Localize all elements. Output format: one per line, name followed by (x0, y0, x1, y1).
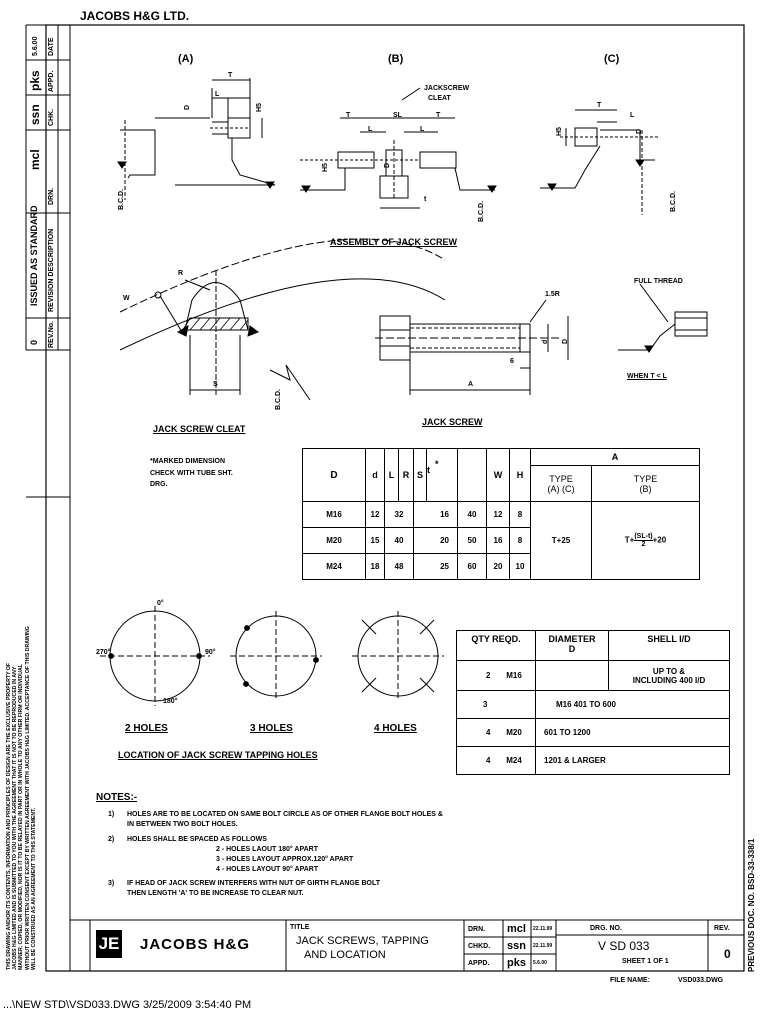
qty-value: 4 (485, 728, 491, 737)
screw-small-d: d (542, 339, 549, 344)
previous-doc-no: PREVIOUS DOC. NO. BSD-33-338/1 (747, 838, 756, 972)
diameter-header-line2: D (568, 644, 576, 654)
confidentiality-line: WILL BE CONSTRUED AS AN AGREEMENT TO THIS STATEMENT. (30, 807, 37, 970)
dim-h5-a: H5 (256, 103, 263, 112)
type-ac-line1: TYPE (549, 473, 573, 484)
qty-value: 4 (485, 756, 491, 765)
cell: 25 (414, 554, 458, 580)
chk-header: CHK. (48, 108, 55, 126)
file-name-label: FILE NAME: (610, 977, 651, 984)
table-row (457, 691, 730, 719)
chkd-date: 22.11.99 (533, 943, 553, 949)
note-3-line1: IF HEAD OF JACK SCREW INTERFERS WITH NUT OF GIRTH FLANGE BOLT (127, 880, 381, 887)
dim-h5-c: H5 (556, 127, 563, 136)
rev-date: 5.6.00 (32, 36, 39, 56)
dim-bcd-b: B.C.D. (478, 201, 485, 222)
cell: 10 (510, 554, 531, 580)
col-r-header: R (399, 449, 414, 502)
angle-180: 180° (163, 698, 178, 705)
cleat-s-label: S (213, 381, 218, 388)
rev-appd: pks (28, 70, 42, 91)
note-2-line3: 3 - HOLES LAYOUT APPROX.120° APART (216, 856, 354, 863)
col-d-header: D (303, 449, 366, 502)
dim-d-b: D (384, 162, 391, 168)
note-3-line2: THEN LENGTH 'A' TO BE INCREASE TO CLEAR NUT. (127, 890, 304, 897)
full-thread-label: FULL THREAD (634, 278, 683, 285)
dim-l-b1: L (368, 126, 373, 133)
formula-type-b (592, 502, 700, 580)
quantity-table (456, 630, 730, 775)
confidentiality-line: THIS DRAWING AND/OR ITS CONTENTS, INFORMATION AND PRINCIPLES OF DESIGN ARE THE EXCLUSIVE PROPERTY OF (6, 662, 12, 970)
screw-r-label: 1.5R (545, 291, 560, 298)
dim-t-a: T (228, 72, 233, 79)
cell: 40 (458, 502, 487, 528)
rev-value: 0 (29, 339, 39, 345)
cell: 60 (458, 554, 487, 580)
type-b-line2: (B) (639, 483, 652, 494)
confidentiality-line: MANNER, COPIED, OR MODIFIED, NOR IS IT TO BE RELAYED IN PART OR IN WHOLE TO ANY OTHER FIRM OR INDIVIDUAL (18, 664, 25, 970)
table-row (457, 747, 730, 775)
cleat-w-label: W (123, 295, 130, 302)
note-1-line1: HOLES ARE TO BE LOCATED ON SAME BOLT CIRCLE AS OF OTHER FLANGE BOLT HOLES & (127, 811, 443, 818)
rev-no-header: REV.No. (48, 321, 55, 348)
table-row (457, 719, 730, 747)
hole-circles (100, 606, 444, 706)
cell: 20 (487, 554, 510, 580)
cell (457, 747, 536, 775)
cleat-callout-2: CLEAT (428, 95, 451, 102)
cell: M24 (303, 554, 366, 580)
cell: 12 (487, 502, 510, 528)
formula-b-den: 2 (641, 541, 646, 548)
drawing-title-1: JACK SCREWS, TAPPING (296, 935, 429, 947)
formula-b-post: +20 (652, 535, 667, 545)
dia-value: M16 (506, 671, 522, 680)
dia-value: M20 (506, 728, 522, 737)
screw-six-label: 6 (510, 358, 514, 365)
cell: 12 (366, 502, 385, 528)
table-row (303, 502, 700, 528)
cell: 18 (366, 554, 385, 580)
type-ac-header (531, 466, 592, 502)
dim-l-a: L (215, 91, 220, 98)
dim-l-b2: L (420, 126, 425, 133)
rev-description: ISSUED AS STANDARD (29, 205, 39, 306)
dim-bcd-c: B.C.D. (670, 191, 677, 212)
appd-label: APPD. (468, 960, 490, 967)
col-t-header (427, 449, 458, 502)
chkd-value: ssn (507, 940, 526, 952)
dim-l-c: L (630, 112, 635, 119)
drawing-title-2: AND LOCATION (304, 949, 386, 961)
cell (457, 719, 536, 747)
appd-value: pks (507, 957, 526, 969)
view-a-label: (A) (178, 53, 194, 65)
marked-note-2: CHECK WITH TUBE SHT. (150, 470, 233, 477)
cell: M20 (303, 528, 366, 554)
drn-date: 22.11.99 (533, 926, 553, 932)
view-b-label: (B) (388, 53, 404, 65)
col-a-group-header: A (531, 449, 700, 466)
angle-270: 270° (96, 649, 111, 656)
shell-id-header: SHELL I/D (609, 631, 730, 661)
confidentiality-line: WITHOUT PRIOR WRITTEN CONSENT EXCEPT BY WRITTEN AGREEMENT WITH JACOBS H&G LIMITED. ACCEPTANCE OF THIS DRAWING (24, 626, 31, 970)
dim-t-b2: T (436, 112, 441, 119)
type-ac-line2: (A) (C) (547, 483, 575, 494)
cell: 1201 & LARGER (536, 747, 730, 775)
rev-drn: mcl (28, 149, 42, 170)
note-2-line2: 2 - HOLES LAOUT 180° APART (216, 846, 318, 853)
dim-tt-b: t (424, 196, 427, 203)
cell: 48 (385, 554, 414, 580)
appd-date: 5.6.00 (533, 960, 547, 966)
dim-sl-b: SL (393, 112, 402, 119)
two-holes-label: 2 HOLES (125, 723, 168, 734)
dim-d-a: D (184, 104, 191, 110)
jacobs-logo: JE (96, 930, 122, 958)
col-s-header: S (414, 449, 427, 502)
company-header: JACOBS H&G LTD. (80, 9, 190, 23)
title-label: TITLE (290, 924, 310, 931)
cell (457, 661, 536, 691)
cell: 40 (385, 528, 414, 554)
four-holes-label: 4 HOLES (374, 723, 417, 734)
assembly-title: ASSEMBLY OF JACK SCREW (330, 237, 458, 247)
cell: 8 (510, 528, 531, 554)
cleat-r-label: R (178, 270, 184, 277)
view-c-label: (C) (604, 53, 620, 65)
dim-t-c: T (597, 102, 602, 109)
col-w-header: W (487, 449, 510, 502)
rev-chk: ssn (28, 104, 42, 125)
note-2-line1: HOLES SHALL BE SPACED AS FOLLOWS (127, 836, 267, 843)
shell-value-2: INCLUDING 400 I/D (632, 675, 706, 685)
cell: 20 (414, 528, 458, 554)
note-3-num: 3) (108, 880, 115, 887)
dim-bcd-a: B.C.D. (118, 189, 125, 210)
view-a-drawing (118, 78, 275, 200)
rev-desc-header: REVISION DESCRIPTION (48, 228, 55, 312)
drn-value: mcl (507, 923, 526, 935)
cleat-bcd-label: B.C.D. (275, 389, 282, 410)
note-2-line4: 4 - HOLES LAYOUT 90° APART (216, 866, 319, 873)
cell: 16 (414, 502, 458, 528)
dimension-table (302, 448, 700, 580)
qty-header: QTY REQD. (457, 631, 536, 661)
formula-b-num: (SL-t) (634, 533, 653, 540)
rev-number: 0 (724, 947, 731, 961)
formula-b-prefix: T+ (624, 535, 635, 545)
cell: 3 (457, 691, 536, 719)
screw-big-d: D (562, 338, 569, 344)
screw-a-label: A (468, 381, 474, 388)
confidentiality-line: JACOBS H&G LIMITED AND IS SUBMITTED TO YOU WITH THE AGREEMENT THAT IT IS NOT TO BE REPRODUCED IN ANY (12, 666, 19, 970)
col-t-label: t (427, 465, 430, 475)
note-1-num: 1) (108, 811, 115, 818)
marked-note-1: *MARKED DIMENSION (150, 458, 226, 465)
cell: 15 (366, 528, 385, 554)
shell-value: UP TO & (652, 666, 686, 676)
view-b-drawing (300, 88, 496, 208)
when-t-less-l: WHEN T < L (627, 373, 667, 380)
dim-t-b1: T (346, 112, 351, 119)
drn-header: DRN. (48, 187, 55, 205)
view-c-drawing (540, 110, 660, 215)
col-h-header: H (510, 449, 531, 502)
file-name-value: VSD033.DWG (678, 977, 724, 984)
file-path-footer: ...\NEW STD\VSD033.DWG 3/25/2009 3:54:40 PM (3, 999, 252, 1011)
chkd-label: CHKD. (468, 943, 491, 950)
title-block-company: JACOBS H&G (140, 936, 251, 953)
col-l-header: L (385, 449, 399, 502)
cleat-callout-1: JACKSCREW (424, 85, 470, 92)
diameter-header-line1: DIAMETER (548, 634, 596, 644)
table-row (457, 661, 730, 691)
formula-type-ac: T+25 (531, 502, 592, 580)
notes-heading: NOTES:- (96, 792, 138, 803)
cell (609, 661, 730, 691)
cell: 50 (458, 528, 487, 554)
date-header: DATE (48, 37, 55, 56)
cell: 601 TO 1200 (536, 719, 730, 747)
drg-no-label: DRG. NO. (590, 925, 622, 932)
note-1-line2: IN BETWEEN TWO BOLT HOLES. (127, 821, 238, 828)
holes-location-title: LOCATION OF JACK SCREW TAPPING HOLES (118, 750, 318, 760)
diameter-header (536, 631, 609, 661)
appd-header: APPD. (48, 70, 55, 92)
note-2-num: 2) (108, 836, 115, 843)
marked-star: * (435, 459, 439, 469)
drg-no-value: V SD 033 (598, 939, 650, 953)
marked-note-3: DRG. (150, 481, 168, 488)
sheet-label: SHEET 1 OF 1 (622, 958, 669, 965)
rev-label: REV. (714, 925, 730, 932)
cell: M16 401 TO 600 (536, 691, 730, 719)
col-blank-header (458, 449, 487, 502)
cleat-drawing (120, 239, 445, 400)
drn-label: DRN. (468, 926, 486, 933)
angle-90: 90° (205, 649, 216, 656)
angle-0: 0° (157, 600, 164, 607)
dim-h5-b: H5 (322, 163, 329, 172)
cell: 32 (385, 502, 414, 528)
type-b-header (592, 466, 700, 502)
col-d-small-header: d (366, 449, 385, 502)
full-thread-drawing (618, 284, 707, 352)
formula-b-fraction (634, 533, 652, 548)
three-holes-label: 3 HOLES (250, 723, 293, 734)
cell: 16 (487, 528, 510, 554)
dia-value: M24 (506, 756, 522, 765)
cell: M16 (303, 502, 366, 528)
dim-d-c: D (636, 128, 643, 134)
cell: 8 (510, 502, 531, 528)
cell (536, 661, 609, 691)
cleat-title: JACK SCREW CLEAT (153, 424, 246, 434)
jack-screw-title: JACK SCREW (422, 417, 483, 427)
type-b-line1: TYPE (633, 473, 658, 484)
qty-value: 2 (485, 671, 491, 680)
